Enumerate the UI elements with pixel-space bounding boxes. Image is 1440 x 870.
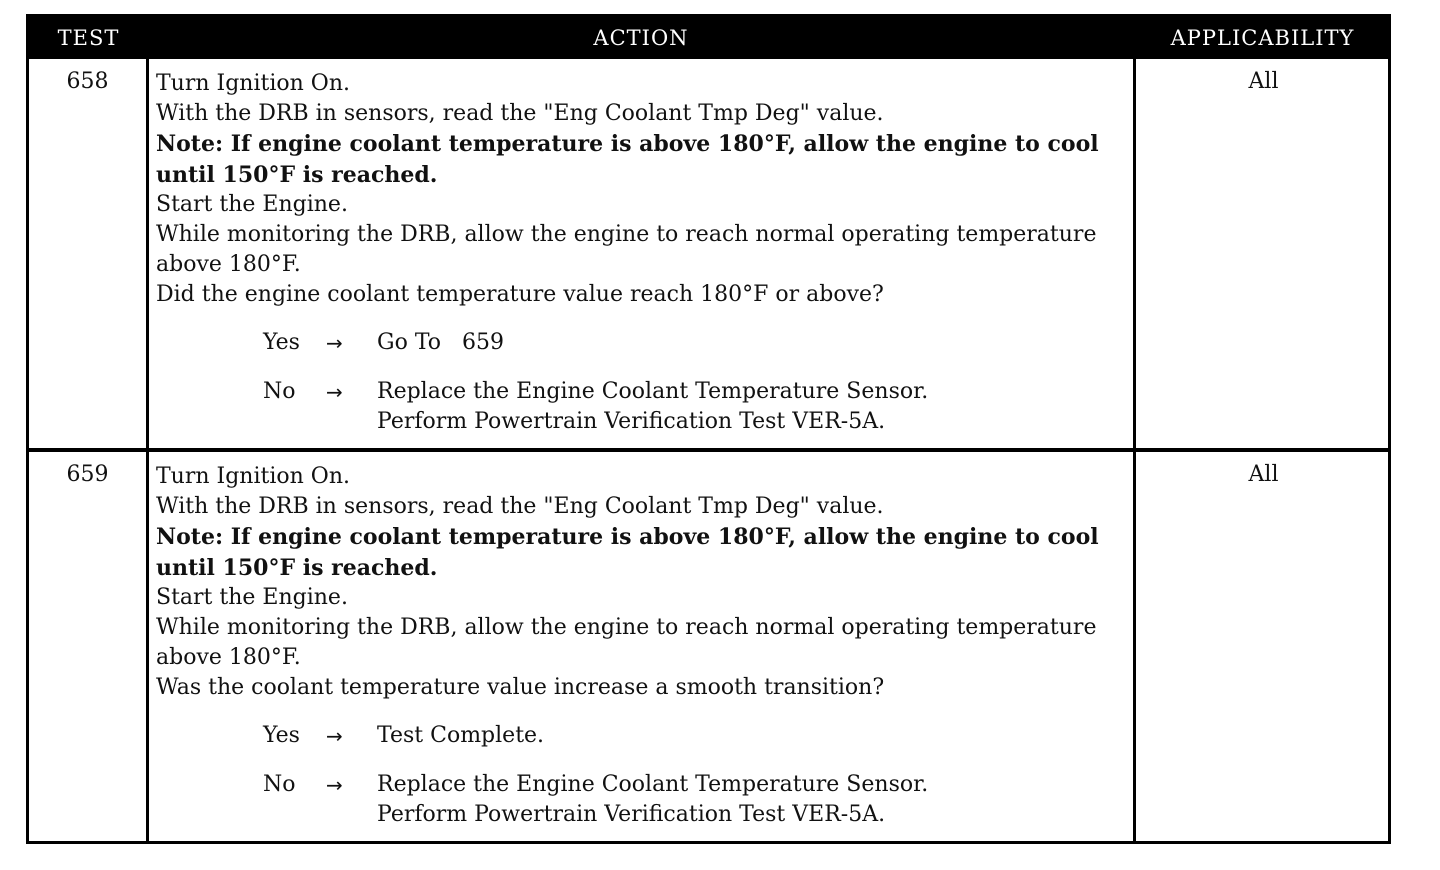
action-step: above 180°F. xyxy=(156,645,301,671)
arrow-right-icon: → xyxy=(326,723,343,748)
branch-result: Replace the Engine Coolant Temperature Sensor. Perform Powertrain Verification Test VER-5A. xyxy=(377,771,929,827)
arrow-right-icon: → xyxy=(326,379,343,404)
action-step: With the DRB in sensors, read the "Eng Coolant Tmp Deg" value. xyxy=(156,101,884,127)
arrow-right-icon: → xyxy=(326,772,343,797)
column-header-action: ACTION xyxy=(593,26,689,50)
applicability-value: All xyxy=(1248,69,1279,94)
action-step: Turn Ignition On. xyxy=(156,71,350,96)
column-header-applicability: APPLICABILITY xyxy=(1170,26,1355,50)
branch-result: Go To 659 xyxy=(377,329,504,355)
arrow-right-icon: → xyxy=(326,330,343,355)
test-number: 658 xyxy=(66,69,109,94)
branch-result: Replace the Engine Coolant Temperature Sensor. Perform Powertrain Verification Test VER-5A. xyxy=(377,378,929,434)
action-question: Was the coolant temperature value increase a smooth transition? xyxy=(156,675,885,701)
applicability-value: All xyxy=(1248,462,1279,487)
action-question: Did the engine coolant temperature value reach 180°F or above? xyxy=(156,282,884,308)
action-step: Start the Engine. xyxy=(156,191,348,217)
table-row xyxy=(29,452,1388,842)
action-step: above 180°F. xyxy=(156,252,301,278)
branch-label: Yes xyxy=(263,329,300,355)
branch-yes xyxy=(156,721,1131,751)
branch-list xyxy=(156,721,1131,830)
test-number: 659 xyxy=(66,462,109,487)
table-row xyxy=(29,59,1388,448)
action-step: Start the Engine. xyxy=(156,584,348,610)
diagnostic-test-table xyxy=(26,14,1391,844)
action-cell xyxy=(156,69,1131,456)
branch-label: No xyxy=(263,771,296,797)
action-step: With the DRB in sensors, read the "Eng Coolant Tmp Deg" value. xyxy=(156,494,884,520)
branch-no xyxy=(156,377,1131,437)
action-step: While monitoring the DRB, allow the engine to reach normal operating temperature xyxy=(156,615,1097,641)
branch-no xyxy=(156,770,1131,830)
action-step: While monitoring the DRB, allow the engine to reach normal operating temperature xyxy=(156,222,1097,248)
branch-label: Yes xyxy=(263,722,300,748)
action-step: Turn Ignition On. xyxy=(156,464,350,489)
action-note: Note: If engine coolant temperature is above 180°F, allow the engine to cool until 150°F is reached. xyxy=(156,131,1099,188)
branch-result: Test Complete. xyxy=(377,722,545,748)
table-header xyxy=(29,17,1388,59)
branch-yes xyxy=(156,328,1131,358)
action-note: Note: If engine coolant temperature is above 180°F, allow the engine to cool until 150°F is reached. xyxy=(156,524,1099,581)
branch-label: No xyxy=(263,378,296,404)
column-header-test: TEST xyxy=(57,26,120,50)
action-cell xyxy=(156,462,1131,849)
branch-list xyxy=(156,328,1131,437)
